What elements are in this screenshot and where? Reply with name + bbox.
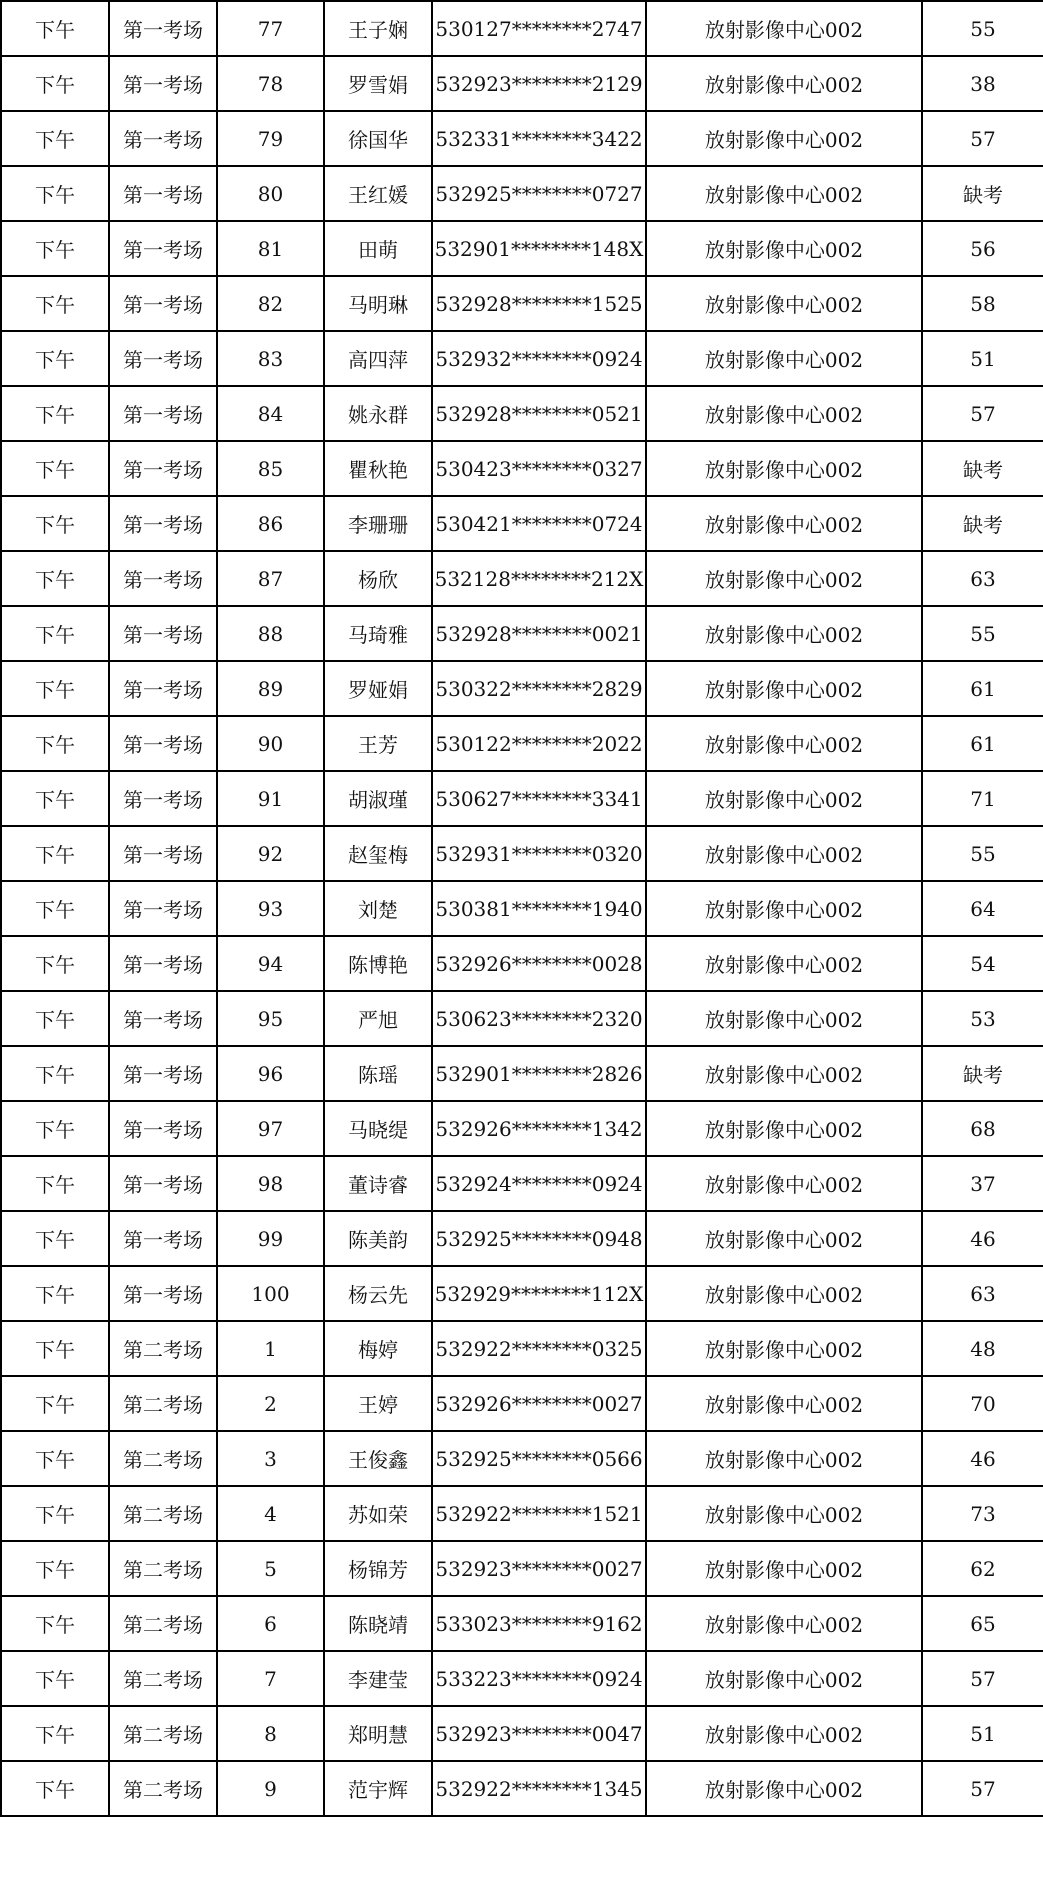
- table-row: [1, 386, 1043, 441]
- position-cell: 放射影像中心002: [646, 716, 922, 771]
- session-cell: 下午: [1, 606, 109, 661]
- session-cell: 下午: [1, 551, 109, 606]
- table-row: [1, 1706, 1043, 1761]
- exam-room-cell: 第一考场: [109, 826, 217, 881]
- table-row: [1, 1651, 1043, 1706]
- id-number-cell: 532926********1342: [432, 1101, 646, 1156]
- exam-room-cell: 第二考场: [109, 1651, 217, 1706]
- id-number-cell: 530623********2320: [432, 991, 646, 1046]
- name-cell: 董诗睿: [324, 1156, 432, 1211]
- seat-number-cell: 9: [217, 1761, 324, 1816]
- exam-room-cell: 第二考场: [109, 1541, 217, 1596]
- score-cell: 51: [922, 1706, 1043, 1761]
- session-cell: 下午: [1, 441, 109, 496]
- table-row: [1, 881, 1043, 936]
- exam-room-cell: 第一考场: [109, 1, 217, 56]
- table-row: [1, 111, 1043, 166]
- name-cell: 王子娴: [324, 1, 432, 56]
- position-cell: 放射影像中心002: [646, 881, 922, 936]
- exam-room-cell: 第一考场: [109, 331, 217, 386]
- id-number-cell: 533223********0924: [432, 1651, 646, 1706]
- exam-room-cell: 第一考场: [109, 1266, 217, 1321]
- score-cell: 38: [922, 56, 1043, 111]
- name-cell: 王婷: [324, 1376, 432, 1431]
- seat-number-cell: 87: [217, 551, 324, 606]
- position-cell: 放射影像中心002: [646, 551, 922, 606]
- id-number-cell: 532922********1521: [432, 1486, 646, 1541]
- name-cell: 姚永群: [324, 386, 432, 441]
- table-row: [1, 1431, 1043, 1486]
- id-number-cell: 530423********0327: [432, 441, 646, 496]
- session-cell: 下午: [1, 1046, 109, 1101]
- position-cell: 放射影像中心002: [646, 1266, 922, 1321]
- session-cell: 下午: [1, 1761, 109, 1816]
- id-number-cell: 532929********112X: [432, 1266, 646, 1321]
- id-number-cell: 530421********0724: [432, 496, 646, 551]
- score-cell: 55: [922, 1, 1043, 56]
- position-cell: 放射影像中心002: [646, 166, 922, 221]
- session-cell: 下午: [1, 1211, 109, 1266]
- id-number-cell: 532923********0047: [432, 1706, 646, 1761]
- id-number-cell: 532926********0028: [432, 936, 646, 991]
- seat-number-cell: 97: [217, 1101, 324, 1156]
- session-cell: 下午: [1, 386, 109, 441]
- seat-number-cell: 86: [217, 496, 324, 551]
- name-cell: 王芳: [324, 716, 432, 771]
- table-row: [1, 1211, 1043, 1266]
- session-cell: 下午: [1, 1376, 109, 1431]
- table-row: [1, 331, 1043, 386]
- position-cell: 放射影像中心002: [646, 56, 922, 111]
- name-cell: 高四萍: [324, 331, 432, 386]
- id-number-cell: 530127********2747: [432, 1, 646, 56]
- score-cell: 55: [922, 826, 1043, 881]
- exam-room-cell: 第二考场: [109, 1706, 217, 1761]
- session-cell: 下午: [1, 221, 109, 276]
- name-cell: 马琦雅: [324, 606, 432, 661]
- seat-number-cell: 7: [217, 1651, 324, 1706]
- position-cell: 放射影像中心002: [646, 936, 922, 991]
- exam-room-cell: 第一考场: [109, 56, 217, 111]
- position-cell: 放射影像中心002: [646, 1706, 922, 1761]
- name-cell: 罗娅娟: [324, 661, 432, 716]
- table-row: [1, 1, 1043, 56]
- score-cell: 51: [922, 331, 1043, 386]
- seat-number-cell: 84: [217, 386, 324, 441]
- position-cell: 放射影像中心002: [646, 1431, 922, 1486]
- exam-room-cell: 第二考场: [109, 1376, 217, 1431]
- session-cell: 下午: [1, 716, 109, 771]
- seat-number-cell: 3: [217, 1431, 324, 1486]
- seat-number-cell: 91: [217, 771, 324, 826]
- name-cell: 赵玺梅: [324, 826, 432, 881]
- score-cell: 缺考: [922, 441, 1043, 496]
- score-cell: 缺考: [922, 1046, 1043, 1101]
- seat-number-cell: 95: [217, 991, 324, 1046]
- id-number-cell: 532928********0521: [432, 386, 646, 441]
- session-cell: 下午: [1, 1431, 109, 1486]
- id-number-cell: 530627********3341: [432, 771, 646, 826]
- exam-room-cell: 第一考场: [109, 881, 217, 936]
- position-cell: 放射影像中心002: [646, 1651, 922, 1706]
- position-cell: 放射影像中心002: [646, 1, 922, 56]
- exam-room-cell: 第一考场: [109, 991, 217, 1046]
- seat-number-cell: 98: [217, 1156, 324, 1211]
- position-cell: 放射影像中心002: [646, 991, 922, 1046]
- name-cell: 瞿秋艳: [324, 441, 432, 496]
- exam-room-cell: 第一考场: [109, 111, 217, 166]
- session-cell: 下午: [1, 936, 109, 991]
- name-cell: 徐国华: [324, 111, 432, 166]
- table-row: [1, 716, 1043, 771]
- id-number-cell: 532922********0325: [432, 1321, 646, 1376]
- name-cell: 田萌: [324, 221, 432, 276]
- exam-room-cell: 第一考场: [109, 606, 217, 661]
- table-row: [1, 1101, 1043, 1156]
- seat-number-cell: 81: [217, 221, 324, 276]
- score-cell: 56: [922, 221, 1043, 276]
- score-cell: 57: [922, 111, 1043, 166]
- name-cell: 范宇辉: [324, 1761, 432, 1816]
- exam-room-cell: 第一考场: [109, 386, 217, 441]
- name-cell: 杨云先: [324, 1266, 432, 1321]
- table-row: [1, 496, 1043, 551]
- seat-number-cell: 80: [217, 166, 324, 221]
- session-cell: 下午: [1, 661, 109, 716]
- exam-room-cell: 第一考场: [109, 661, 217, 716]
- table-row: [1, 936, 1043, 991]
- id-number-cell: 532923********2129: [432, 56, 646, 111]
- session-cell: 下午: [1, 1156, 109, 1211]
- session-cell: 下午: [1, 771, 109, 826]
- results-table-body: [1, 1, 1043, 1816]
- id-number-cell: 532901********148X: [432, 221, 646, 276]
- table-row: [1, 56, 1043, 111]
- name-cell: 王红媛: [324, 166, 432, 221]
- name-cell: 胡淑瑾: [324, 771, 432, 826]
- table-row: [1, 606, 1043, 661]
- score-cell: 65: [922, 1596, 1043, 1651]
- exam-room-cell: 第一考场: [109, 716, 217, 771]
- session-cell: 下午: [1, 991, 109, 1046]
- score-cell: 62: [922, 1541, 1043, 1596]
- exam-room-cell: 第一考场: [109, 166, 217, 221]
- position-cell: 放射影像中心002: [646, 661, 922, 716]
- position-cell: 放射影像中心002: [646, 331, 922, 386]
- table-row: [1, 1486, 1043, 1541]
- position-cell: 放射影像中心002: [646, 441, 922, 496]
- seat-number-cell: 88: [217, 606, 324, 661]
- id-number-cell: 532926********0027: [432, 1376, 646, 1431]
- id-number-cell: 532932********0924: [432, 331, 646, 386]
- name-cell: 杨锦芳: [324, 1541, 432, 1596]
- score-cell: 68: [922, 1101, 1043, 1156]
- seat-number-cell: 96: [217, 1046, 324, 1101]
- id-number-cell: 532928********1525: [432, 276, 646, 331]
- position-cell: 放射影像中心002: [646, 771, 922, 826]
- id-number-cell: 532925********0948: [432, 1211, 646, 1266]
- session-cell: 下午: [1, 1486, 109, 1541]
- table-row: [1, 166, 1043, 221]
- score-cell: 53: [922, 991, 1043, 1046]
- exam-room-cell: 第二考场: [109, 1486, 217, 1541]
- table-row: [1, 826, 1043, 881]
- exam-room-cell: 第一考场: [109, 936, 217, 991]
- id-number-cell: 530381********1940: [432, 881, 646, 936]
- table-row: [1, 771, 1043, 826]
- id-number-cell: 532924********0924: [432, 1156, 646, 1211]
- score-cell: 57: [922, 1761, 1043, 1816]
- id-number-cell: 532928********0021: [432, 606, 646, 661]
- score-cell: 63: [922, 551, 1043, 606]
- position-cell: 放射影像中心002: [646, 386, 922, 441]
- session-cell: 下午: [1, 331, 109, 386]
- exam-room-cell: 第一考场: [109, 1211, 217, 1266]
- id-number-cell: 532925********0566: [432, 1431, 646, 1486]
- position-cell: 放射影像中心002: [646, 221, 922, 276]
- session-cell: 下午: [1, 826, 109, 881]
- id-number-cell: 532922********1345: [432, 1761, 646, 1816]
- position-cell: 放射影像中心002: [646, 1211, 922, 1266]
- id-number-cell: 532925********0727: [432, 166, 646, 221]
- seat-number-cell: 79: [217, 111, 324, 166]
- session-cell: 下午: [1, 1, 109, 56]
- position-cell: 放射影像中心002: [646, 1046, 922, 1101]
- session-cell: 下午: [1, 1101, 109, 1156]
- exam-room-cell: 第一考场: [109, 1156, 217, 1211]
- session-cell: 下午: [1, 1266, 109, 1321]
- exam-room-cell: 第一考场: [109, 1101, 217, 1156]
- name-cell: 陈博艳: [324, 936, 432, 991]
- table-row: [1, 1596, 1043, 1651]
- score-cell: 缺考: [922, 166, 1043, 221]
- id-number-cell: 530322********2829: [432, 661, 646, 716]
- session-cell: 下午: [1, 1706, 109, 1761]
- seat-number-cell: 1: [217, 1321, 324, 1376]
- exam-room-cell: 第一考场: [109, 221, 217, 276]
- table-row: [1, 1266, 1043, 1321]
- score-cell: 73: [922, 1486, 1043, 1541]
- seat-number-cell: 90: [217, 716, 324, 771]
- position-cell: 放射影像中心002: [646, 276, 922, 331]
- position-cell: 放射影像中心002: [646, 1376, 922, 1431]
- position-cell: 放射影像中心002: [646, 1101, 922, 1156]
- score-cell: 48: [922, 1321, 1043, 1376]
- score-cell: 61: [922, 661, 1043, 716]
- name-cell: 郑明慧: [324, 1706, 432, 1761]
- id-number-cell: 533023********9162: [432, 1596, 646, 1651]
- id-number-cell: 532331********3422: [432, 111, 646, 166]
- seat-number-cell: 93: [217, 881, 324, 936]
- position-cell: 放射影像中心002: [646, 1486, 922, 1541]
- exam-room-cell: 第一考场: [109, 771, 217, 826]
- position-cell: 放射影像中心002: [646, 1156, 922, 1211]
- session-cell: 下午: [1, 1321, 109, 1376]
- seat-number-cell: 78: [217, 56, 324, 111]
- name-cell: 李珊珊: [324, 496, 432, 551]
- table-row: [1, 1156, 1043, 1211]
- seat-number-cell: 6: [217, 1596, 324, 1651]
- name-cell: 苏如荣: [324, 1486, 432, 1541]
- table-row: [1, 661, 1043, 716]
- seat-number-cell: 99: [217, 1211, 324, 1266]
- table-row: [1, 1321, 1043, 1376]
- position-cell: 放射影像中心002: [646, 606, 922, 661]
- table-row: [1, 991, 1043, 1046]
- session-cell: 下午: [1, 881, 109, 936]
- exam-room-cell: 第一考场: [109, 551, 217, 606]
- score-cell: 63: [922, 1266, 1043, 1321]
- name-cell: 陈美韵: [324, 1211, 432, 1266]
- score-cell: 57: [922, 1651, 1043, 1706]
- id-number-cell: 530122********2022: [432, 716, 646, 771]
- session-cell: 下午: [1, 111, 109, 166]
- score-cell: 71: [922, 771, 1043, 826]
- score-cell: 55: [922, 606, 1043, 661]
- exam-room-cell: 第一考场: [109, 1046, 217, 1101]
- id-number-cell: 532128********212X: [432, 551, 646, 606]
- name-cell: 刘楚: [324, 881, 432, 936]
- session-cell: 下午: [1, 496, 109, 551]
- table-row: [1, 1761, 1043, 1816]
- exam-room-cell: 第一考场: [109, 276, 217, 331]
- position-cell: 放射影像中心002: [646, 1541, 922, 1596]
- score-cell: 57: [922, 386, 1043, 441]
- seat-number-cell: 83: [217, 331, 324, 386]
- session-cell: 下午: [1, 1651, 109, 1706]
- id-number-cell: 532923********0027: [432, 1541, 646, 1596]
- seat-number-cell: 92: [217, 826, 324, 881]
- score-cell: 64: [922, 881, 1043, 936]
- session-cell: 下午: [1, 276, 109, 331]
- name-cell: 杨欣: [324, 551, 432, 606]
- session-cell: 下午: [1, 1596, 109, 1651]
- exam-room-cell: 第二考场: [109, 1761, 217, 1816]
- exam-room-cell: 第一考场: [109, 496, 217, 551]
- name-cell: 马晓缇: [324, 1101, 432, 1156]
- session-cell: 下午: [1, 166, 109, 221]
- score-cell: 58: [922, 276, 1043, 331]
- table-row: [1, 441, 1043, 496]
- position-cell: 放射影像中心002: [646, 496, 922, 551]
- score-cell: 46: [922, 1211, 1043, 1266]
- exam-room-cell: 第二考场: [109, 1431, 217, 1486]
- seat-number-cell: 8: [217, 1706, 324, 1761]
- id-number-cell: 532901********2826: [432, 1046, 646, 1101]
- name-cell: 罗雪娟: [324, 56, 432, 111]
- name-cell: 陈晓靖: [324, 1596, 432, 1651]
- seat-number-cell: 77: [217, 1, 324, 56]
- exam-room-cell: 第二考场: [109, 1596, 217, 1651]
- score-cell: 46: [922, 1431, 1043, 1486]
- seat-number-cell: 5: [217, 1541, 324, 1596]
- position-cell: 放射影像中心002: [646, 111, 922, 166]
- name-cell: 马明琳: [324, 276, 432, 331]
- position-cell: 放射影像中心002: [646, 1321, 922, 1376]
- table-row: [1, 276, 1043, 331]
- name-cell: 梅婷: [324, 1321, 432, 1376]
- score-cell: 54: [922, 936, 1043, 991]
- seat-number-cell: 2: [217, 1376, 324, 1431]
- seat-number-cell: 85: [217, 441, 324, 496]
- exam-room-cell: 第二考场: [109, 1321, 217, 1376]
- seat-number-cell: 4: [217, 1486, 324, 1541]
- table-row: [1, 551, 1043, 606]
- name-cell: 严旭: [324, 991, 432, 1046]
- position-cell: 放射影像中心002: [646, 826, 922, 881]
- seat-number-cell: 100: [217, 1266, 324, 1321]
- name-cell: 李建莹: [324, 1651, 432, 1706]
- name-cell: 陈瑶: [324, 1046, 432, 1101]
- exam-room-cell: 第一考场: [109, 441, 217, 496]
- seat-number-cell: 82: [217, 276, 324, 331]
- session-cell: 下午: [1, 56, 109, 111]
- score-cell: 37: [922, 1156, 1043, 1211]
- position-cell: 放射影像中心002: [646, 1761, 922, 1816]
- seat-number-cell: 89: [217, 661, 324, 716]
- name-cell: 王俊鑫: [324, 1431, 432, 1486]
- table-row: [1, 221, 1043, 276]
- score-cell: 61: [922, 716, 1043, 771]
- score-cell: 缺考: [922, 496, 1043, 551]
- score-cell: 70: [922, 1376, 1043, 1431]
- table-row: [1, 1376, 1043, 1431]
- position-cell: 放射影像中心002: [646, 1596, 922, 1651]
- session-cell: 下午: [1, 1541, 109, 1596]
- table-row: [1, 1046, 1043, 1101]
- id-number-cell: 532931********0320: [432, 826, 646, 881]
- table-row: [1, 1541, 1043, 1596]
- seat-number-cell: 94: [217, 936, 324, 991]
